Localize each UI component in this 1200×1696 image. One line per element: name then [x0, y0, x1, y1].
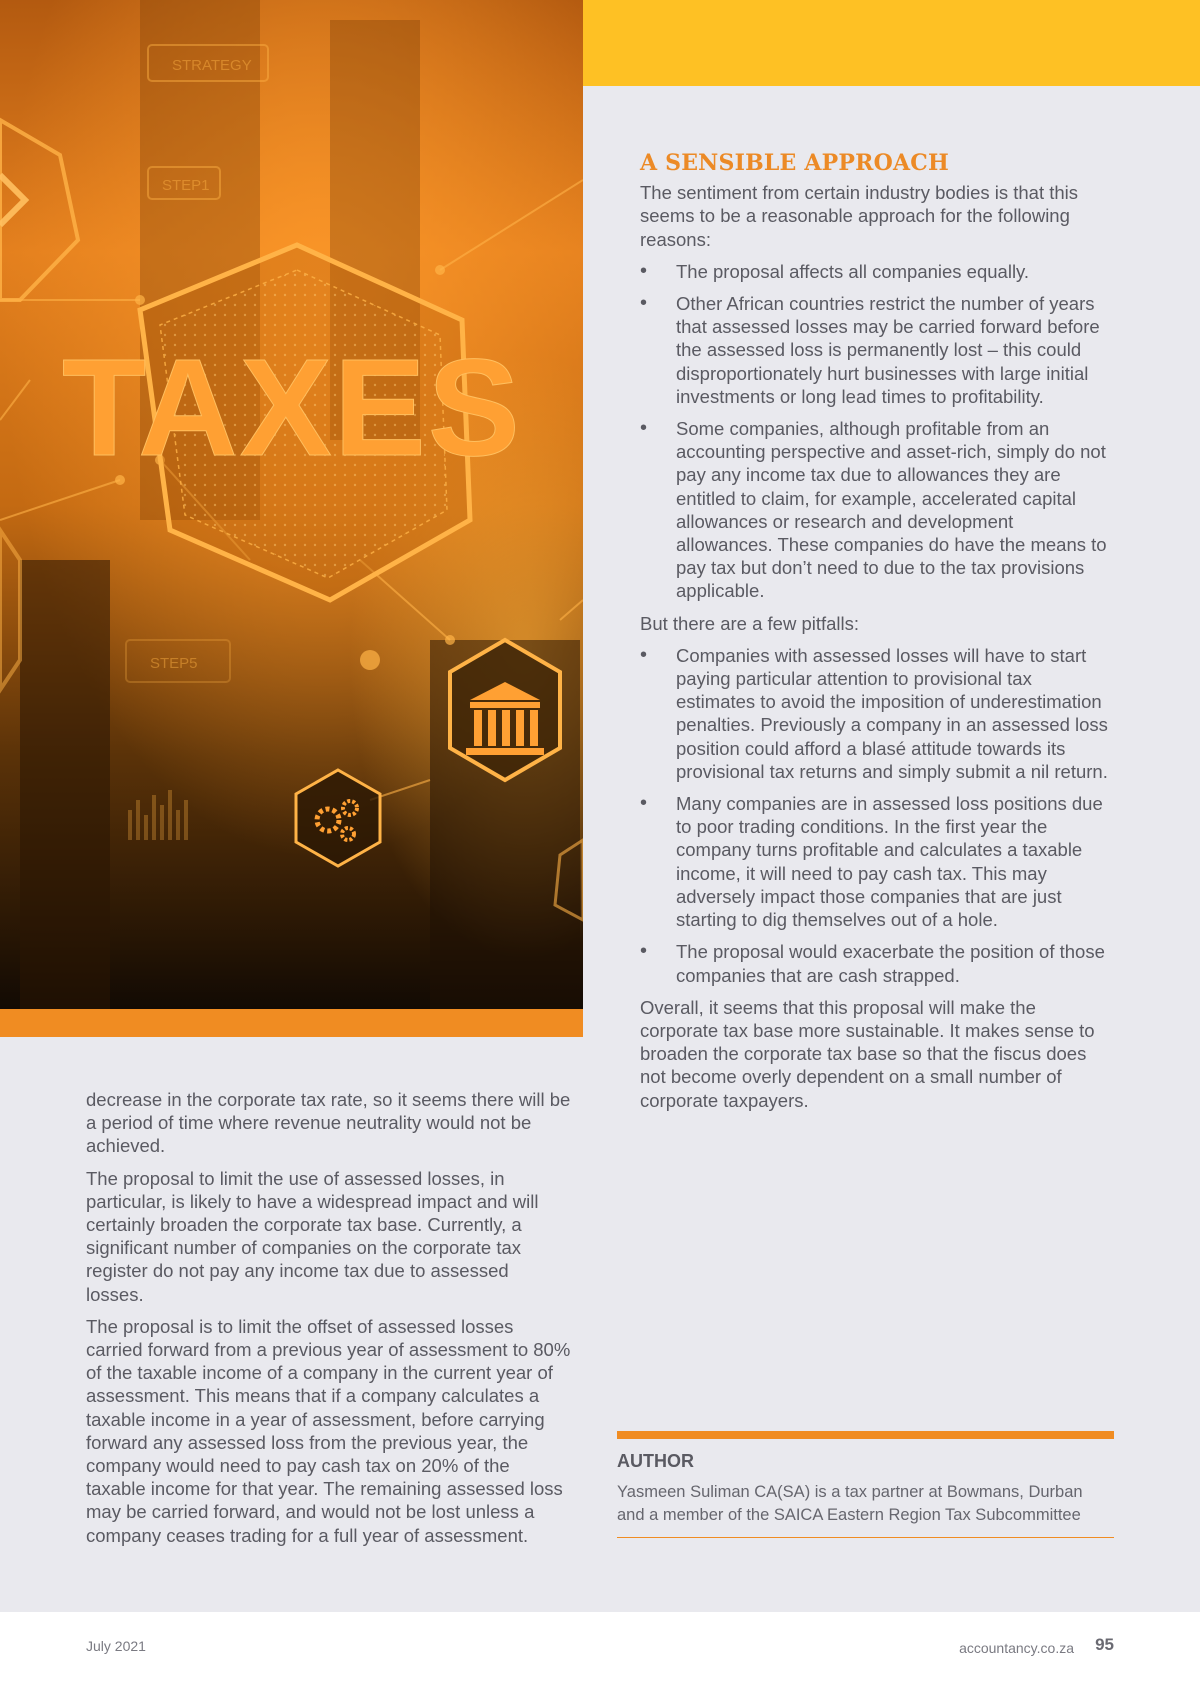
list-item: • The proposal would exacerbate the position of those companies that are cash strapped. — [640, 940, 1115, 986]
reasons-list — [640, 260, 1115, 603]
section-heading: A SENSIBLE APPROACH — [640, 150, 949, 176]
left-column — [86, 1088, 571, 1556]
pitfalls-list — [640, 644, 1115, 987]
footer-date: July 2021 — [86, 1638, 146, 1654]
pitfalls-intro: But there are a few pitfalls: — [640, 612, 860, 634]
right-column — [640, 152, 1115, 1121]
body-paragraph: The proposal is to limit the offset of assessed losses carried forward from a previous year of assessment to 80% of the taxable income of a company in the current year of assessment. This means that if a company calculates a taxable income in a year of assessment, before carrying forward any assessed loss from the previous year, the company would need to pay cash tax on 20% of the taxable income for that year. The remaining assessed loss may be carried forward, and would not be lost unless a company ceases trading for a full year of assessment. — [86, 1315, 571, 1546]
body-paragraph: The proposal to limit the use of assessed losses, in particular, is likely to have a widespread impact and will certainly broaden the corporate tax base. Currently, a significant number of companies on the corporate tax register do not pay any income tax due to assessed losses. — [86, 1167, 539, 1305]
footer-site: accountancy.co.za — [959, 1640, 1074, 1656]
hero-label-strategy: STRATEGY — [172, 57, 252, 74]
page-footer — [0, 1612, 1200, 1696]
author-heading: AUTHOR — [617, 1451, 694, 1471]
hero-label-step1: STEP1 — [162, 177, 210, 194]
author-box — [617, 1431, 1114, 1538]
hero-taxes-text: TAXES — [62, 331, 522, 485]
list-item: • Many companies are in assessed loss positions due to poor trading conditions. In the first year the company turns profitable and calculates a taxable income, it will need to pay cash tax. This may adversely impact those companies that are just starting to dig themselves out of a hole. — [640, 792, 1115, 931]
conclusion-paragraph: Overall, it seems that this proposal will make the corporate tax base more sustainable. It makes sense to broaden the corporate tax base so that the fiscus does not become overly dependent on a small number of corporate taxpayers. — [640, 996, 1095, 1111]
bank-icon — [450, 640, 560, 780]
list-item: • Companies with assessed losses will have to start paying particular attention to provisional tax estimates to avoid the imposition of underestimation penalties. Previously a company in an assessed loss position could afford a blasé attitude towards its provisional tax returns and simply submit a nil return. — [640, 644, 1115, 783]
hero-image — [0, 0, 583, 1009]
list-item: • Some companies, although profitable from an accounting perspective and asset-rich, simply do not pay any income tax due to allowances they are entitled to claim, for example, accelerated capital allowances or research and development allowances. These companies do have the means to pay tax but don’t need to due to the tax provisions applicable. — [640, 417, 1115, 603]
page-number: 95 — [1095, 1635, 1114, 1654]
list-item: • Other African countries restrict the number of years that assessed losses may be carried forward before the assessed loss is permanently lost – this could disproportionately hurt businesses with large initial investments or long lead times to profitability. — [640, 292, 1115, 408]
list-item: • The proposal affects all companies equally. — [640, 260, 1115, 283]
intro-paragraph: The sentiment from certain industry bodies is that this seems to be a reasonable approach for the following reasons: — [640, 182, 1079, 250]
hero-orange-stripe — [0, 1009, 583, 1037]
hero-label-step5: STEP5 — [150, 655, 198, 672]
body-paragraph: decrease in the corporate tax rate, so it seems there will be a period of time where revenue neutrality would not be achieved. — [86, 1089, 571, 1157]
header-yellow-bar — [583, 0, 1200, 86]
author-bio: Yasmeen Suliman CA(SA) is a tax partner at Bowmans, Durban and a member of the SAICA Eastern Region Tax Subcommittee — [617, 1483, 1083, 1524]
